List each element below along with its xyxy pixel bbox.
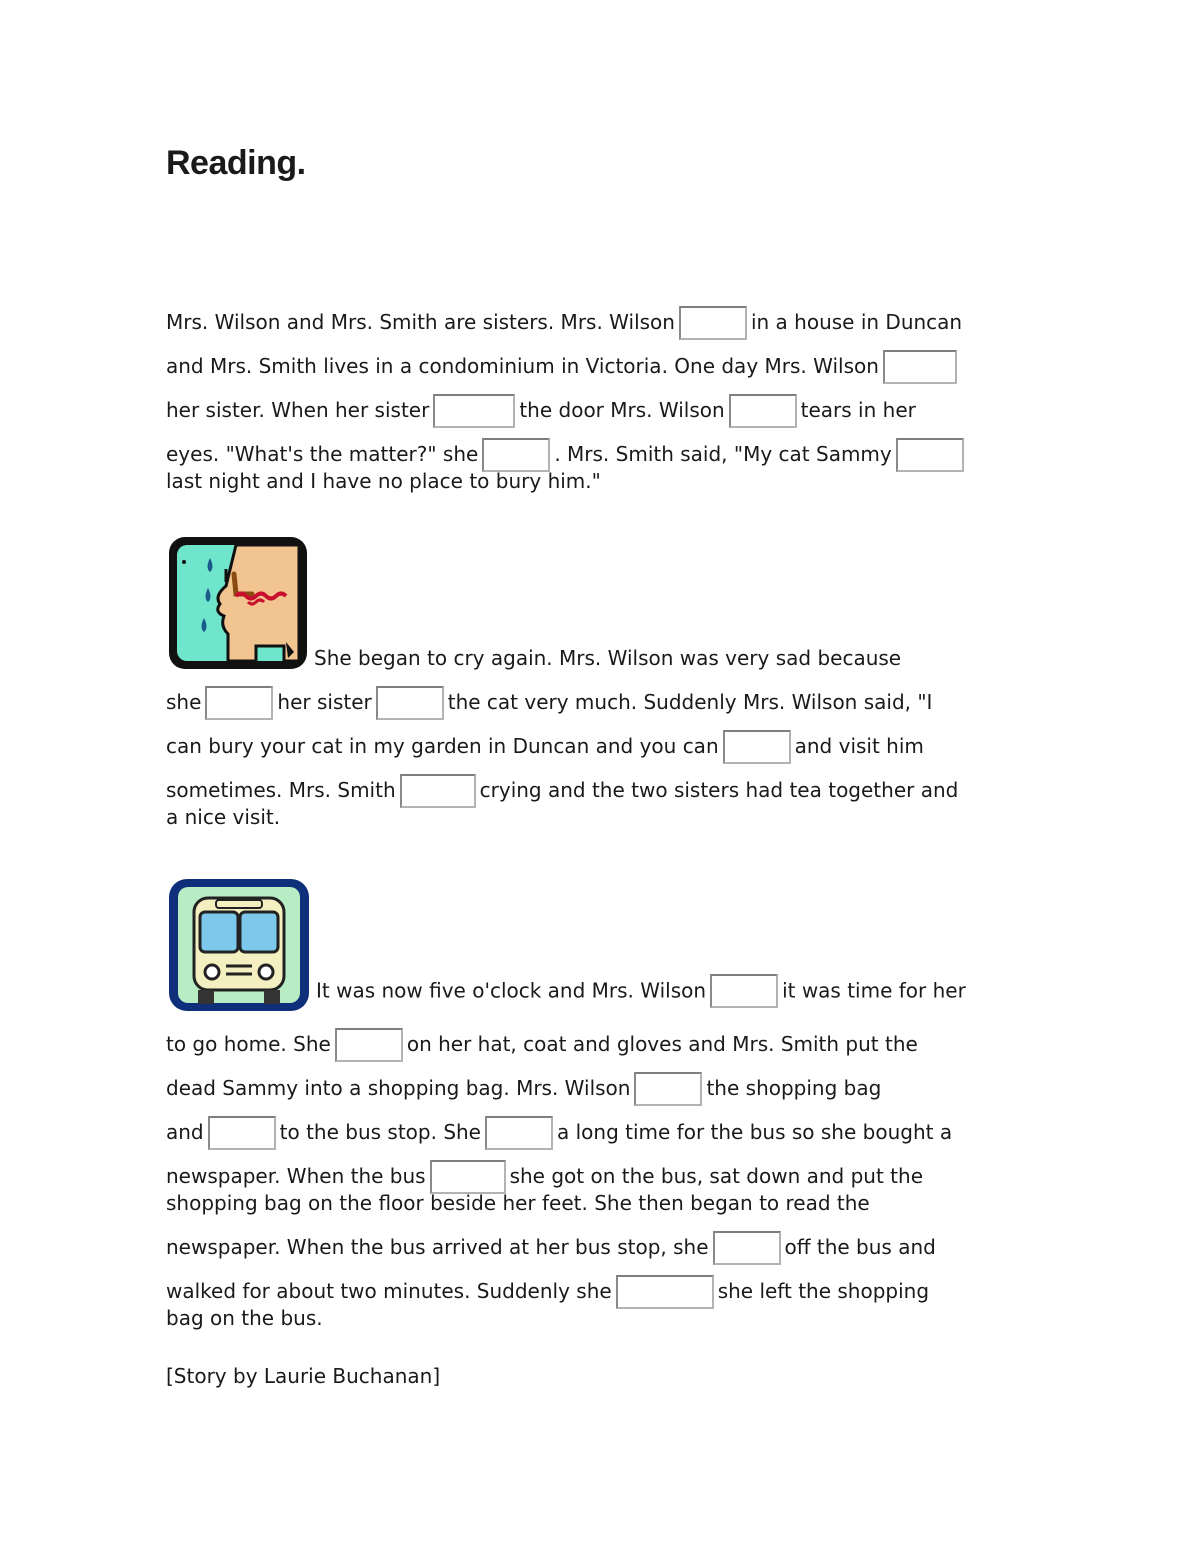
blank-9-input[interactable]: [723, 730, 791, 764]
story-text: Mrs. Wilson and Mrs. Smith are sisters. Mrs. Wilson: [166, 310, 675, 334]
story-text: tears in her: [800, 398, 916, 422]
text-line: [166, 733, 1036, 760]
text-line: [166, 876, 1036, 1014]
story-text: she left the shopping: [717, 1279, 930, 1303]
story-text: on her hat, coat and gloves and Mrs. Smith put the: [406, 1032, 918, 1056]
story-text: in a house in Duncan: [750, 310, 963, 334]
story-text: She began to cry again. Mrs. Wilson was very sad because: [314, 646, 902, 670]
paragraph-2: [166, 534, 1036, 831]
story-text: her sister. When her sister: [166, 398, 430, 422]
story-text: and Mrs. Smith lives in a condominium in Victoria. One day Mrs. Wilson: [166, 354, 879, 378]
story-text: newspaper. When the bus arrived at her bus stop, she: [166, 1235, 709, 1259]
text-line: [166, 353, 1036, 380]
blank-3-input[interactable]: [433, 394, 515, 428]
text-line: [166, 1119, 1036, 1146]
text-line: [166, 689, 1036, 716]
crying-face-icon: [166, 534, 310, 672]
story-text: It was now five o'clock and Mrs. Wilson: [316, 978, 707, 1003]
text-line: [166, 1305, 1036, 1332]
blank-2-input[interactable]: [883, 350, 957, 384]
blank-16-input[interactable]: [430, 1160, 506, 1194]
text-line: [166, 1278, 1036, 1305]
text-line: [166, 777, 1036, 804]
blank-1-input[interactable]: [679, 306, 747, 340]
story-text: crying and the two sisters had tea together and: [479, 778, 959, 802]
story-text: dead Sammy into a shopping bag. Mrs. Wilson: [166, 1076, 631, 1100]
story-text: she got on the bus, sat down and put the: [509, 1164, 923, 1188]
text-line: [166, 804, 1036, 831]
text-line: [166, 1234, 1036, 1261]
blank-8-input[interactable]: [376, 686, 444, 720]
story-text: and visit him: [794, 734, 924, 758]
story-text: her sister: [277, 690, 372, 714]
text-line: [166, 1363, 1036, 1390]
story-text: the door Mrs. Wilson: [519, 398, 725, 422]
story-text: sometimes. Mrs. Smith: [166, 778, 396, 802]
story-credit: [166, 1363, 1036, 1390]
text-line: [166, 1075, 1036, 1102]
story-text: eyes. "What's the matter?" she: [166, 442, 479, 466]
story-text: she: [166, 690, 202, 714]
blank-17-input[interactable]: [713, 1231, 781, 1265]
story-text: walked for about two minutes. Suddenly she: [166, 1279, 612, 1303]
story-text: bag on the bus.: [166, 1306, 323, 1330]
story-text: a long time for the bus so she bought a: [557, 1120, 953, 1144]
paragraph-1: [166, 309, 1036, 495]
blank-13-input[interactable]: [634, 1072, 702, 1106]
story-text: a nice visit.: [166, 805, 281, 829]
story-text: last night and I have no place to bury him.": [166, 469, 601, 493]
blank-6-input[interactable]: [896, 438, 964, 472]
blank-18-input[interactable]: [616, 1275, 714, 1309]
blank-14-input[interactable]: [208, 1116, 276, 1150]
blank-15-input[interactable]: [485, 1116, 553, 1150]
text-line: [166, 1163, 1036, 1190]
story-text: shopping bag on the floor beside her feet. She then began to read the: [166, 1191, 870, 1215]
paragraph-3: [166, 876, 1036, 1332]
text-line: [166, 309, 1036, 336]
blank-4-input[interactable]: [729, 394, 797, 428]
story-text: it was time for her: [782, 978, 966, 1003]
credit-text: [Story by Laurie Buchanan]: [166, 1364, 441, 1388]
story-text: to the bus stop. She: [279, 1120, 481, 1144]
story-text: . Mrs. Smith said, "My cat Sammy: [554, 442, 892, 466]
story-text: off the bus and: [784, 1235, 936, 1259]
text-line: [166, 534, 1036, 672]
page-title: Reading.: [166, 144, 306, 182]
story-text: and: [166, 1120, 204, 1144]
text-line: [166, 1190, 1036, 1217]
blank-12-input[interactable]: [335, 1028, 403, 1062]
story-text: newspaper. When the bus: [166, 1164, 426, 1188]
text-line: [166, 397, 1036, 424]
story-text: to go home. She: [166, 1032, 331, 1056]
blank-5-input[interactable]: [482, 438, 550, 472]
text-line: [166, 468, 1036, 495]
text-line: [166, 1031, 1036, 1058]
blank-10-input[interactable]: [400, 774, 476, 808]
blank-11-input[interactable]: [710, 974, 778, 1008]
blank-7-input[interactable]: [205, 686, 273, 720]
story-text: can bury your cat in my garden in Duncan and you can: [166, 734, 719, 758]
text-line: [166, 441, 1036, 468]
story-text: the cat very much. Suddenly Mrs. Wilson said, "I: [447, 690, 933, 714]
story-text: the shopping bag: [706, 1076, 882, 1100]
bus-icon: [166, 876, 312, 1014]
